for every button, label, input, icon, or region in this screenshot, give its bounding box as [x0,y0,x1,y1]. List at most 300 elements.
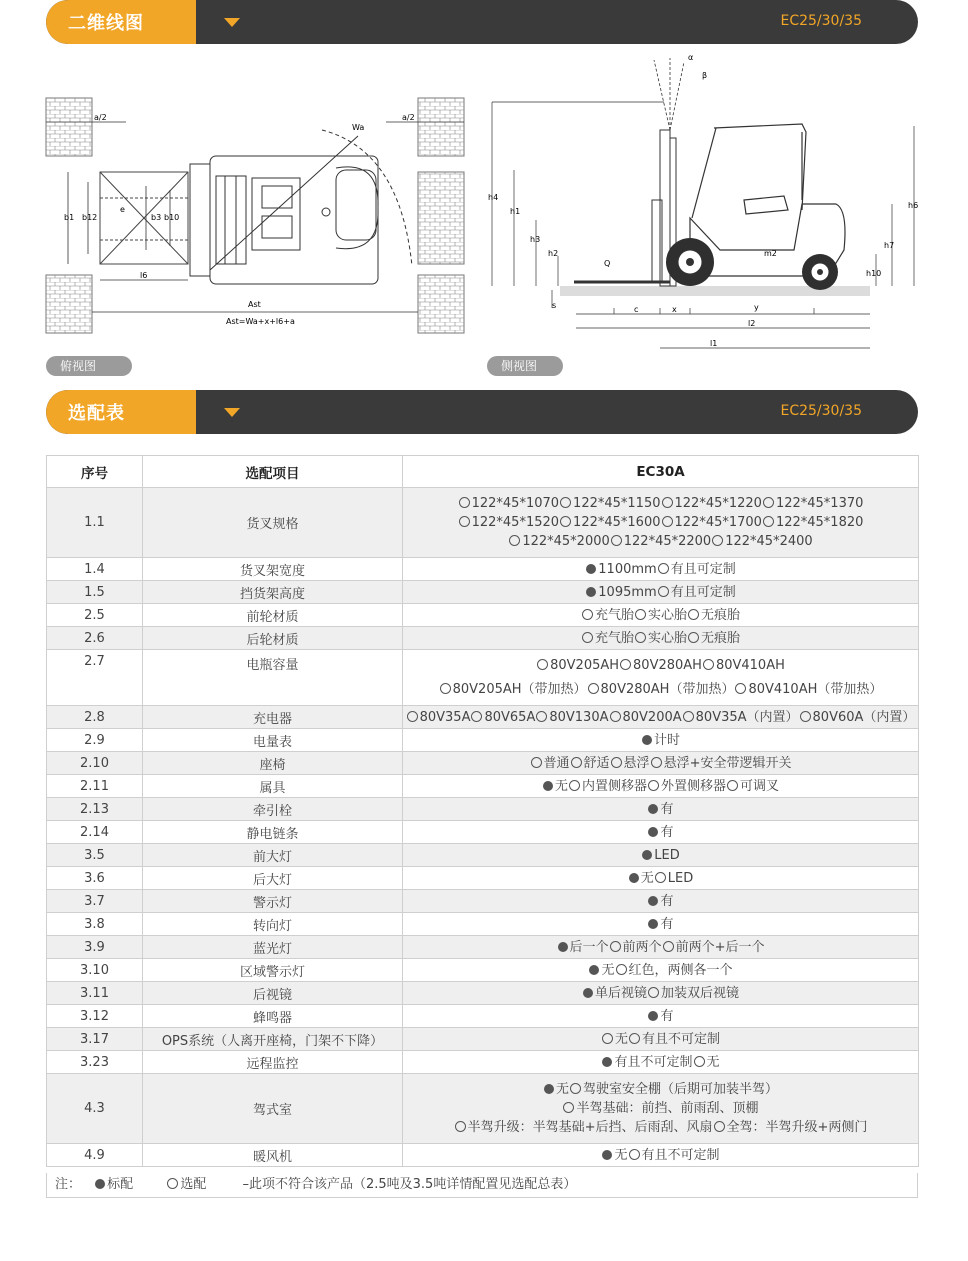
row-item: 充电器 [143,706,403,729]
option-text: 半驾基础：前挡、前雨刮、顶棚 [576,1101,759,1116]
option-text: 实心胎 [647,607,687,623]
dim-e: e [120,205,125,214]
optional-ring-icon [531,757,542,768]
optional-ring-icon [629,1149,640,1160]
row-number: 3.23 [47,1051,143,1074]
standard-dot-icon [648,1011,658,1021]
row-number: 2.13 [47,798,143,821]
option-text: 有 [660,801,674,817]
dim-h6: h6 [908,201,919,210]
option-line [405,656,916,675]
option-line [405,731,916,750]
optional-ring-icon [658,563,669,574]
table-row [47,844,919,867]
standard-dot-icon [586,587,596,597]
table-row [47,959,919,982]
optional-ring-icon [800,711,811,722]
option-line [405,1099,916,1118]
table-row [47,821,919,844]
optional-ring-icon [582,632,593,643]
option-text: 122*45*1820 [775,515,864,530]
option-line [405,777,916,796]
option-line [405,984,916,1003]
row-number: 1.5 [47,581,143,604]
standard-dot-icon [95,1179,105,1189]
row-value [403,890,919,913]
option-text: 单后视镜 [594,985,647,1001]
optional-ring-icon [712,535,723,546]
option-text: 全驾：半驾升级+两侧门 [726,1120,868,1135]
table-row [47,650,919,706]
table-row [47,1074,919,1144]
dropdown-arrow-icon[interactable] [224,408,240,417]
angle-alpha: α [688,53,694,62]
standard-dot-icon [558,942,568,952]
row-number: 2.9 [47,729,143,752]
row-value [403,752,919,775]
row-item: OPS系统（人离开座椅，门架不下降） [143,1028,403,1051]
row-value [403,558,919,581]
option-line [405,800,916,819]
row-item: 区域警示灯 [143,959,403,982]
optional-ring-icon [582,609,593,620]
option-text: 无痕胎 [701,630,741,646]
option-line [405,513,916,532]
row-number: 3.6 [47,867,143,890]
optional-ring-icon [407,711,418,722]
row-number: 3.17 [47,1028,143,1051]
option-text: 80V280AH（带加热） [600,682,735,697]
note-optional: 选配 [180,1177,207,1192]
row-value [403,1074,919,1144]
row-item: 转向灯 [143,913,403,936]
option-text: 80V280AH [633,658,702,673]
dim-ast: Ast [248,300,261,309]
row-number: 2.8 [47,706,143,729]
front-wheel [666,238,714,286]
section-header-options [46,390,918,434]
header-item: 选配项目 [143,456,403,488]
dim-h3: h3 [530,235,541,244]
optional-ring-icon [662,497,673,508]
row-item: 货叉规格 [143,488,403,558]
optional-ring-icon [602,1033,613,1044]
options-table [46,455,919,1167]
table-header-row [47,456,919,488]
row-item: 货叉架宽度 [143,558,403,581]
optional-ring-icon [648,987,659,998]
optional-ring-icon [440,683,451,694]
optional-ring-icon [167,1178,178,1189]
table-row [47,706,919,729]
table-row [47,1144,919,1167]
row-value [403,959,919,982]
option-text: 有且不可定制 [641,1147,720,1163]
row-value [403,650,919,706]
option-text: 80V410AH [715,658,785,673]
option-line [405,1146,916,1165]
option-line [405,754,916,773]
row-number: 3.9 [47,936,143,959]
option-text: 无 [554,778,568,794]
option-line [405,823,916,842]
row-item: 前大灯 [143,844,403,867]
row-item: 远程监控 [143,1051,403,1074]
dim-h4: h4 [488,193,499,202]
dim-h1: h1 [510,207,521,216]
top-view-drawing [40,90,470,350]
dim-b12: b12 [82,213,98,222]
row-number: 3.5 [47,844,143,867]
row-value [403,581,919,604]
option-line [405,1080,916,1099]
table-row [47,627,919,650]
note-na: –此项不符合该产品（2.5吨及3.5吨详情配置见选配总表） [242,1177,577,1192]
optional-ring-icon [655,872,666,883]
dim-ast-formula: Ast=Wa+x+l6+a [226,317,295,326]
option-text: 122*45*2200 [623,534,712,549]
optional-ring-icon [620,659,631,670]
option-text: 充气胎 [594,607,634,623]
option-text: 1095mm [598,584,657,600]
optional-ring-icon [763,516,774,527]
option-line [405,892,916,911]
table-row [47,488,919,558]
option-line [405,629,916,648]
option-line [405,961,916,980]
optional-ring-icon [616,964,627,975]
option-text: 122*45*2400 [725,534,813,549]
row-value [403,775,919,798]
option-line [405,1118,916,1137]
option-text: 前两个 [622,939,662,955]
table-row [47,890,919,913]
optional-ring-icon [560,516,571,527]
table-row [47,798,919,821]
row-number: 4.3 [47,1074,143,1144]
option-text: 有且可定制 [670,584,736,600]
option-text: 加装双后视镜 [661,985,740,1001]
standard-dot-icon [642,735,652,745]
option-text: 充气胎 [594,630,634,646]
option-text: 无 [706,1054,720,1070]
section-title: 选配表 [68,403,125,424]
option-text: 122*45*1600 [573,515,661,530]
row-number: 2.6 [47,627,143,650]
row-item: 后视镜 [143,982,403,1005]
option-text: 悬浮+安全带逻辑开关 [663,755,792,771]
option-text: 有且可定制 [670,561,736,577]
option-text: 80V35A（内置） [695,709,799,725]
row-value [403,798,919,821]
optional-ring-icon [570,1083,581,1094]
row-number: 4.9 [47,1144,143,1167]
row-number: 3.7 [47,890,143,913]
row-number: 1.1 [47,488,143,558]
standard-dot-icon [602,1150,612,1160]
dim-y: y [754,303,759,312]
section-title: 二维线图 [68,13,144,34]
row-number: 2.5 [47,604,143,627]
row-item: 静电链条 [143,821,403,844]
row-value [403,936,919,959]
optional-ring-icon [610,711,621,722]
table-row [47,1005,919,1028]
row-item: 前轮材质 [143,604,403,627]
option-text: 80V205AH [550,658,620,673]
optional-ring-icon [536,711,547,722]
option-text: 外置侧移器 [661,778,727,794]
optional-ring-icon [763,497,774,508]
dim-x: x [672,305,677,314]
dim-l1: l1 [710,339,718,348]
option-line [405,915,916,934]
dim-l6: l6 [140,271,148,280]
dropdown-arrow-icon[interactable] [224,18,240,27]
option-line [405,1007,916,1026]
header-model: EC30A [403,456,919,488]
optional-ring-icon [688,632,699,643]
option-text: 80V205AH（带加热） [452,682,587,697]
option-line [405,560,916,579]
option-text: 后一个 [569,939,609,955]
table-row [47,752,919,775]
optional-ring-icon [629,1033,640,1044]
option-text: 122*45*1070 [471,496,560,511]
standard-dot-icon [589,965,599,975]
option-text: 无 [614,1031,628,1047]
option-text: 前两个+后一个 [675,939,765,955]
row-item: 牵引栓 [143,798,403,821]
option-text: 无 [640,870,654,886]
option-text: 有 [660,916,674,932]
option-text: 80V65A [484,709,536,725]
option-text: 可调叉 [740,778,780,794]
standard-dot-icon [648,827,658,837]
row-number: 2.14 [47,821,143,844]
option-text: 有 [660,1008,674,1024]
optional-ring-icon [509,535,520,546]
option-text: 实心胎 [647,630,687,646]
row-number: 3.12 [47,1005,143,1028]
optional-ring-icon [694,1056,705,1067]
option-text: 无 [601,962,615,978]
model-label: EC25/30/35 [780,403,862,419]
option-text: 驾驶室安全棚（后期可加装半驾） [583,1082,779,1097]
option-line [405,680,916,699]
dim-h7: h7 [884,241,895,250]
optional-ring-icon [651,757,662,768]
row-value [403,488,919,558]
dim-wa: Wa [352,123,365,132]
row-item: 暖风机 [143,1144,403,1167]
option-text: 有且不可定制 [642,1031,721,1047]
option-text: 122*45*2000 [522,534,610,549]
table-row [47,867,919,890]
row-item: 电瓶容量 [143,650,403,706]
option-line [405,1030,916,1049]
option-text: LED [667,870,694,886]
row-item: 蓝光灯 [143,936,403,959]
standard-dot-icon [543,781,553,791]
standard-dot-icon [648,919,658,929]
optional-ring-icon [588,683,599,694]
model-label: EC25/30/35 [780,13,862,29]
row-value [403,1144,919,1167]
row-item: 后大灯 [143,867,403,890]
table-row [47,558,919,581]
side-view-label: 侧视图 [487,356,563,376]
row-value [403,627,919,650]
option-text: 普通 [543,755,570,771]
row-item: 电量表 [143,729,403,752]
option-text: 80V200A [622,709,682,725]
optional-ring-icon [662,516,673,527]
option-text: 122*45*1220 [674,496,762,511]
optional-ring-icon [648,780,659,791]
standard-dot-icon [586,564,596,574]
row-value [403,1051,919,1074]
standard-dot-icon [544,1084,554,1094]
option-text: 80V35A [419,709,471,725]
option-text: 有且不可定制 [614,1054,693,1070]
row-number: 3.11 [47,982,143,1005]
dim-m2: m2 [764,249,777,258]
optional-ring-icon [459,497,470,508]
row-item: 警示灯 [143,890,403,913]
row-number: 3.8 [47,913,143,936]
option-text: 80V410AH（带加热） [748,682,883,697]
row-item: 蜂鸣器 [143,1005,403,1028]
option-text: 有 [660,893,674,909]
option-text: 计时 [653,732,680,748]
row-number: 2.11 [47,775,143,798]
option-line [405,583,916,602]
dim-a2-right: a/2 [402,113,415,122]
note-prefix: 注： [55,1177,82,1192]
truck-top-outline [190,156,378,284]
standard-dot-icon [629,873,639,883]
option-text: 无 [555,1082,569,1097]
optional-ring-icon [714,1121,725,1132]
optional-ring-icon [735,683,746,694]
table-row [47,604,919,627]
optional-ring-icon [727,780,738,791]
row-item: 后轮材质 [143,627,403,650]
option-text: 1100mm [598,561,657,577]
dim-h10: h10 [866,269,882,278]
optional-ring-icon [683,711,694,722]
wall-blocks [46,98,464,333]
dim-l2: l2 [748,319,756,328]
optional-ring-icon [569,780,580,791]
row-value [403,982,919,1005]
table-row [47,913,919,936]
dim-h2: h2 [548,249,559,258]
table-row [47,775,919,798]
dim-b10: b10 [164,213,180,222]
standard-dot-icon [583,988,593,998]
optional-ring-icon [571,757,582,768]
standard-dot-icon [602,1057,612,1067]
table-row [47,936,919,959]
option-text: 122*45*1150 [573,496,661,511]
option-text: 舒适 [583,755,610,771]
standard-dot-icon [648,804,658,814]
dim-b1: b1 [64,213,75,222]
row-number: 3.10 [47,959,143,982]
option-line [405,708,916,727]
option-text: 有 [660,824,674,840]
row-item: 属具 [143,775,403,798]
optional-ring-icon [703,659,714,670]
optional-ring-icon [563,1102,574,1113]
option-line [405,846,916,865]
optional-ring-icon [658,586,669,597]
dim-q: Q [604,259,611,268]
row-item: 驾式室 [143,1074,403,1144]
optional-ring-icon [471,711,482,722]
optional-ring-icon [459,516,470,527]
top-view-label: 俯视图 [46,356,132,376]
side-view-drawing [484,50,920,350]
option-line [405,869,916,888]
dim-b3: b3 [151,213,162,222]
optional-ring-icon [455,1121,466,1132]
table-row [47,581,919,604]
dim-a2-left: a/2 [94,113,107,122]
option-text: 悬浮 [623,755,650,771]
optional-ring-icon [610,941,621,952]
row-item: 座椅 [143,752,403,775]
table-row [47,1051,919,1074]
table-row [47,729,919,752]
row-item: 挡货架高度 [143,581,403,604]
option-text: 80V60A（内置） [812,709,916,725]
option-text: 半驾升级：半驾基础+后挡、后雨刮、风扇 [467,1120,713,1135]
option-text: 无痕胎 [701,607,741,623]
standard-dot-icon [648,896,658,906]
row-number: 2.7 [47,650,143,706]
row-value [403,1028,919,1051]
option-line [405,938,916,957]
row-value [403,844,919,867]
option-text: 80V130A [549,709,609,725]
optional-ring-icon [611,535,622,546]
row-value [403,821,919,844]
rear-wheel [802,254,838,290]
optional-ring-icon [635,609,646,620]
row-value [403,913,919,936]
option-line [405,1053,916,1072]
option-line [405,606,916,625]
row-number: 2.10 [47,752,143,775]
option-text: 红色，两侧各一个 [628,962,733,978]
option-text: 无 [614,1147,628,1163]
section-header-drawings [46,0,918,44]
optional-ring-icon [688,609,699,620]
option-text: LED [654,847,680,863]
optional-ring-icon [560,497,571,508]
row-value [403,867,919,890]
note-standard: 标配 [107,1177,134,1192]
option-line [405,532,916,551]
row-value [403,706,919,729]
optional-ring-icon [663,941,674,952]
option-text: 122*45*1700 [674,515,762,530]
standard-dot-icon [642,850,652,860]
row-value [403,1005,919,1028]
